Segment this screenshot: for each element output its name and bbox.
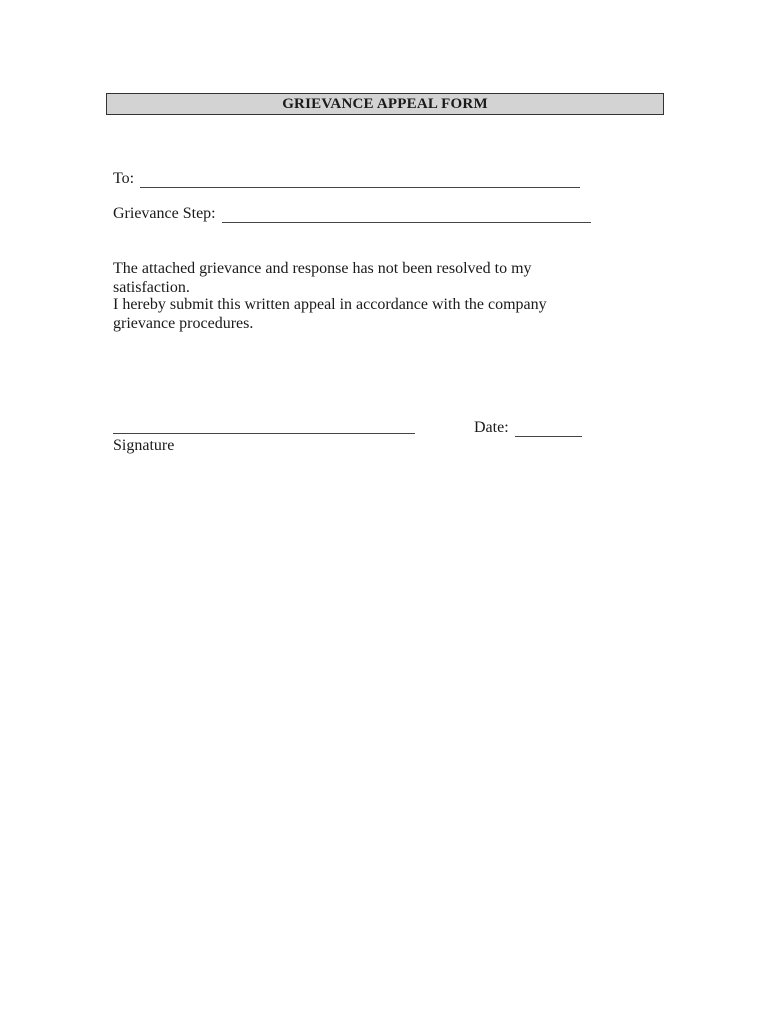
to-field <box>113 170 580 188</box>
grievance-step-input-line[interactable] <box>222 208 591 223</box>
signature-label: Signature <box>113 437 175 454</box>
form-title: GRIEVANCE APPEAL FORM <box>106 93 664 115</box>
date-field <box>474 419 582 437</box>
signature-input-line[interactable] <box>113 433 415 434</box>
appeal-paragraph: I hereby submit this written appeal in accordance with the company grievance procedures. <box>113 296 547 332</box>
grievance-step-label: Grievance Step: <box>113 205 216 222</box>
date-input-line[interactable] <box>515 422 582 437</box>
statement-paragraph: The attached grievance and response has not been resolved to my satisfaction. <box>113 260 532 296</box>
grievance-step-field <box>113 205 591 223</box>
to-input-line[interactable] <box>140 173 580 188</box>
to-label: To: <box>113 170 135 187</box>
date-label: Date: <box>474 419 509 436</box>
